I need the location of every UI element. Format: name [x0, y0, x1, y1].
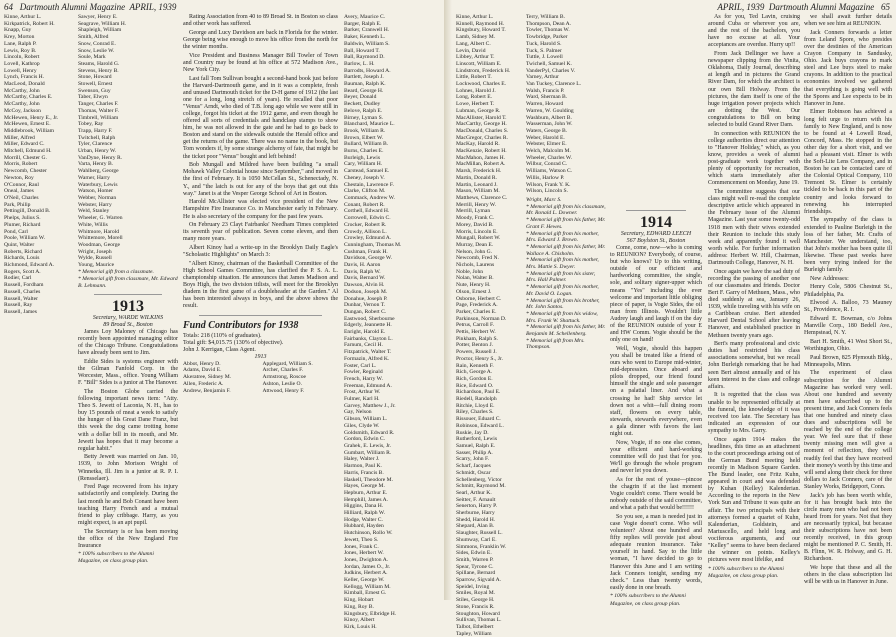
paragraph: Eddie Sides is systems engineer with the Gilman Fanfold Corp. in the Worcester, Mass., office. Young William F. "Bill" Sides is a junior at The Hanover.	[78, 358, 178, 387]
fund-totals: Totals: 218 (110% of graduates).	[183, 332, 262, 339]
paragraph: James Loy Maloney of Chicago has recently been appointed managing editor of the Chicago Tribune. Congratulations have already been sent to Jim.	[78, 329, 178, 357]
paragraph: The Boston Globe carried the following important news item: "Atty. Theo S. Jewett of Laconia, N. H., has to buy 15 pounds of meat a week to satisfy the hunger of his Great Dane Franz, but this week the dog came trotting home with a dollar bill in its mouth, and Mr. Jewett has hopes that it may become a regular habit."	[78, 388, 178, 452]
paragraph: Bob Mungall and Mildred have been building "a small Mohawk Valley Colonial house since September," and moved in the first of February. It is 1050 McCellan St., Schenectady, N. Y., and "the latch is out for any of the boys that get out this way." Janet is at the Vesper George School of Art in Boston.	[183, 162, 338, 197]
paragraph: New Addresses:	[810, 275, 849, 282]
address-entry: Henry Cole, 5806 Chestnut St., Philadelphia, Pa.	[804, 284, 892, 298]
paragraph: Jack's job has been worth while, for it has brought back into the circle many men who had not been heard from for years. Not that they are necessarily typical, but because their subscriptions have not been recently received, in this group might be mentioned P. C. Smith, H. B. Flinn, W. R. Holway, and G. H. Richardson.	[804, 492, 892, 563]
paragraph: We hope that these and all the others in the class subscription list will be with us in Hanover in June.	[804, 565, 892, 586]
class-1913-heading: 1913	[112, 298, 144, 315]
paragraph: As for the rest of youse—pincoe the chagrin if at the last moment Vogie couldn't come. There would be nobody outside of the said committee, and what a path that would be!!!!!!	[610, 476, 702, 512]
left-col-1913	[78, 14, 178, 598]
memorial-note-2: * Memorial gift from classmate, Mr. Edward B. Lehmann.	[78, 275, 178, 289]
subscriber-footnote: * 100% subscribers to the Alumni Magazine, on class group plan.	[708, 565, 784, 579]
class-1914-body	[610, 245, 702, 592]
fund-gift: Total gift: $4,015.75 (130% of objective).	[183, 339, 284, 346]
left-col-names	[4, 14, 74, 598]
paragraph: It is regretted that the class was unable to be represented officially at the funeral, the knowledge of it was received too late. The Secretary has indicated an expression of our sympathy to Mrs. Garry.	[708, 392, 800, 434]
right-head-title: Dartmouth Alumni Magazine	[768, 2, 875, 12]
divider	[199, 315, 322, 316]
subscriber-footnote: * 100% subscribers to the Alumni Magazine, on class group plan.	[78, 551, 154, 565]
paragraph: The Secretary is or has been moving the office of the New England Fire Insurance	[78, 528, 178, 549]
paragraph: Once again we have the sad duty of recording the passing of another one of our classmates and friends. Doctor Bert F. Garry of Methuen, Mass., who died suddenly at sea, January 26, 1939, while traveling with his wife on a Caribbean cruise. Bert attended Harvard Dental School after leaving Hanover, and established practice in Methuen twenty years ago.	[708, 268, 800, 339]
right-col-body-2	[804, 14, 892, 598]
left-names-list-1: Kinne, Arthur L. Kirkpatrick, Robert H. Knapp, Guy Krey, Morton Lane, Ralph P. Lewis, Roy B. Lincoln, Robert Lovell, Kathrop Lowell, Henry Lynch, Francis H. MacLeod, Donald McCarthy, John McCarthy, Charles E. McCarthy, John McCoy, Jackson McHewen, Henry E., Jr. McHewen, Ernest E. Middlebrook, William Miller, Alfred Miller, Edward C. Mitchell, Edmund H. Morrill, Chester G. Morris, Robert Newcomb, Chester Newton, Roy O'Connor, Raul Oneal, James O'Neil, Charles Park, Philip Pettingill, Donald B. Phelps, Julius S. Plumer, Richard Pond, Carl Poole, William W. Quint, Walter Roberts, Richard Richards, Louis Richmond, Edward A. Rogers, Scott A. Rodier, Carl Russell, Fordham Russell, Charles Russell, Walter Russell, Ray Russell, James	[4, 14, 59, 315]
paragraph: Albert Kinoy had a write-up in the Brooklyn Daily Eagle's "Scholastic Highlights" on March 3:	[183, 245, 338, 259]
paragraph: Last fall Tom Sullivan bought a second-hand book just before the Harvard-Dartmouth game, and in it was a complete, fresh and unused Dartmouth ticket for the D-H game of 1912 (the last one for a long, long stretch of years). He recalled that poor "Venus" Arndt, who died of T.B. long ago while we were still in college, forgot his ticket at the 1912 game, and even though he offered all sorts of credentials and handclasp stamps to show him, he was not allowed in the gate and he had to go back to Boston and stand on the sidewalk outside the Herald office and get the returns of the game. There was no name in the book, but Tom wonders if, by some strange alchemy of fate, that might be the ticket poor "Venus" bought and left behind!	[183, 75, 338, 160]
paragraph: Fred Page recovered from his injury satisfactorily and completely. During the last month he and Bob Conant have been teaching Harry French and a mutual friend to play cribbage. Harry, as you might expect, is an apt pupil.	[78, 484, 178, 526]
paragraph: The committee suggests that our class might well re-read the complete descriptive article which appeared in the February issue of the Alumni Magazine. Last year some twenty-odd 1918 men with their wives extended their Reunion to include this study week and apparently found it well worth while. For further information address: Herbert W. Hill, Chairman, Dartmouth College, Hanover, N. H.	[708, 189, 800, 266]
right-col-1914	[610, 14, 702, 607]
paragraph: The experiment of class subscription for the Alumni Magazine has worked very well. About one hundred and seventy men have subscribed up to the present time, and Jack Conners feels that one hundred and ninety class dues and subscriptions will be reached by the end of the college year. We feel sure that if these twenty missing men will give a moment of reflection, they will readily feel that they have received their money's worth by this time and will send along their check for three dollars to Jack Conners, care of the Stanley Works, Bridgeport, Conn.	[804, 370, 892, 490]
left-page	[0, 0, 445, 630]
right-col-body-1	[708, 14, 800, 598]
page-gutter	[444, 0, 452, 600]
paragraph: From Jack Dellinger we have a newspaper clipping from the Vinita, Oklahoma, Daily Journal, describing at length and in pictures the Grand River Dam, for which the architect is our own Bill Holway. From the pictures, the dam itself is one of the huge irrigation power projects which are dotting the West. Our congratulations to Bill on being selected to build Grand River Dam.	[708, 51, 800, 128]
paragraph: The sympathy of the class is extended to Pauline Burleigh in the loss of her father, Mr. Crafts of Manchester. We understand, too, that John's mother has been quite ill likewise. These past weeks have been very trying indeed for the Burleigh family.	[804, 217, 892, 274]
left-head-month: APRIL, 1939	[129, 2, 177, 12]
address-entry: Elwood A. Balloo, 73 Mauney St., Providence, R. I.	[804, 300, 892, 314]
paragraph: Betty Jewett was married on Jan. 10, 1939, to John Morison Wright of Winnetka, Ill. Jim is a junior at R. P. I. (Rensselaer).	[78, 454, 178, 482]
right-col-names-2	[526, 14, 606, 598]
left-names-list-2: Sawyer, Henry E. Seagrave, William H. Shapleigh, William Smith, Alfred Snow, Conrad E. Snow, Leslie W. Soule, Mark Steams, Harold G. Stevens, Henry B. Stone, Howard Stowell, Ernest Swenson, Guy Taber, Elwyn Tanger, Charles F. Thomas, Walter F. Timbrell, William Tobey, Ray Trapp, Harry F. Twitchell, Ralph Tyler, Clarence Urban, Henry W. VanDyne, Henry R. Varta, Henry B. Wahlberg, George Warner, Harry Waterbury, Lewis Watson, Homer Webber, Norman Webster, Harry Weld, Stanley Wheeler, G. Warren White, Willis Whitmore, Harold Whittemore, Morell Woodman, George Wright, Joseph Wylde, Russell Young, Maurice	[78, 14, 127, 269]
right-names-list-1: Kinne, Arthur L. Kinnell, Raymond H. Kingsbury, Howard T. Lamb, Sidney M. Lang, Albert C. Levin, David Libbey, Arthur T. Linscott, William E. Lindstrom, Frederick H. Little, Robert T. Lockwood, Charles E. Lohnes, Harold J. Long, Robert E. Lowe, Herbert T. Lubman, George R. MacAllister, Harold T. MacCarthy, George H. MacDonald, Charles S. MacGregor, Charles R. MacKay, Harold R. MacKenzie, Robert H. MacMahon, James H. MacMillan, Robert A. Marsh, Frederick H. Martin, Donald R. Martin, Leonard J. Mason, William M. Matthews, Clarence C. Merrill, Henry W. Merrill, Lyman Moody, Frank C. Morey, David B. Morris, Lincoln E. Mungall, Robert W. Murray, Dean E. Nelson, John G. Newcomb, Fred N. Nichols, Laurens Noble, John Nolan, Walter B. Nute, Henry H. Olson, Ernest J. Osborne, Herbert C. Page, Frederick A. Parker, Charles E. Parkinson, Norman D. Petrus, Carroll F. Pettis, Herbert W. Pinkham, Ralph S. Potter, Benton J. Powers, Russell J. Proctor, Henry S., Jr. Rain, Kenneth F. Rich, George A. Rich, Gordon E. Rice, Edward O. Richardson, Paul E. Riedell, Randolph Ritchie, Lloyd E. Riley, Charles S. Rissouer, Eduard C. Robinson, Edward L. Ruskie, Jay D. Rutherford, Lewis Samuel, Ralph E. Sasser, Philip A. Scarry, John F. Scharf, Jacques Schmidt, Oscar Schellenberg, Victor Schmitt, Raymond M. Searl, Arthur K. Seitter, F. Arnault Senerton, Harry P. Sherburne, Harry Shedd, Harold H. Shepard, Alan B. Slaughter, Russell L. Shumway, Carl E. Simmons, Franklin W. Sides, Edwin E. Smith, Warren P. Spear, Tyrone C. Spillane, Bernard Sparrow, Sigvald A. Speidel, Irving Smiles, Royal M. Stiles, George H. Stone, Francis R. Stoughton, Howard Sullivan, Thomas L. Talbot, Ethelbert Tapley, William	[456, 14, 511, 637]
paragraph: Come, come, now—who is coming to REUNION? Everybody, of course, but who knows? Up to this writing, outside of our efficient and hardworking committee, the single, sole, and solitary signer-upper which means "Yes" including the ever welcome and important little obliging piece of paper, is Vogie Sides, the oil man from Illinois. Wouldn't little Audrey laugh and laugh if on the day of the REUNION outside of your E and HW Comm. Vogie should be the only one on hand!	[610, 245, 702, 344]
paragraph: Bert's many professional and civic duties had restricted his class associations somewhat, but we recall John Burleigh remarking that he had seen Bert almost annually and of his keen interest in the class and college affairs.	[708, 341, 800, 390]
left-head-title: Dartmouth Alumni Magazine	[19, 2, 126, 12]
class-1913-secretary: Secretary, WARDE WILKINS	[92, 315, 164, 321]
fund-names-b: Applegard, William S. Archer, Charles F. Armstrong, Roscoe Ashton, Leslie O. Attwood, Henry F.	[262, 360, 313, 394]
fund-class-year: 1913	[254, 353, 267, 360]
fund-names-list: Avery, Maurice C. Barger, Ralph E. Barker, Cranwell H. Baker, Kenneth L. Baldwin, William S. Ball, Howard T. Ball, Raymond D. Barlow, L. H. Barrodts, Howard A. Bartlett, Joseph J. Bauman, Ralph K. Beard, George H. Beyer, Donald Beckett, Dudley Belove, Ralph E. Birney, Lyman S. Blanchard, Maurice L. Brook, William R. Brown, Elbert W. Bullard, William B. Burns, Charles E. Burleigh, Lewis Cary, William H. Carstead, Samuel E. Cheney, Joseph V. Chestain, Lawrence F. Clarke, Clifton M. Commack, Andrew W. Conant, Robert R. Corthell, Edward H. Corrowell, Edwin C. Crocker, Robert R. Crowdy, Allison L. Crowley, Edmund A. Cunningham, Thomas M. Cushman, Frank H. Davidson, George W. Davis, H. Aaron Davis, Ralph W. Davis, Bernard W. Dawson, Alvin H. Dodson, Joseph M. Donahue, Joseph P. Dunbar, Vernon T. Dungan, Robert C. Eastwood, Sherbourne Edgerly, Jeannette H. Enright, Harold E. Fairbanks, Clayton L. Farnum, Cecil H. Fitzpatrick, Walter T. Formazin, Alfred K. Foster, Carl L. Fowler, Reginald French, Harry W. Freeman, Edmund A. Frost, Arthur W. Fulmer, Karl H. Garvey, Matthew J., Jr. Gay, Nelson Gibson, William L. Giles, Clyde W. Goldsmith, Edward R. Gordon, Edwin C. Grahek, E. Lewis, Jr. Gumbart, William R. Haley, Walter J. Harmon, Paul K. Harris, Francis B. Haskell, Theodore M. Hayes, George M. Hepburn, Arthur E. Hemphill, James A. Higgins, Dana H. Hilliard, Ralph W. Hodge, Walter C. Hubbard, Hayden Hutchinson, Rollo W. Jewett, Theo S. Jones, Frank C. Jones, Herbert W. Jones, Dwighton A. Jordan, James O., Jr. Judkins, Herbert A. Keller, George W. Kellogg, William M. Kimball, Ernest G. King, Hobart King, Roy B. Kingsbury, Elbridge H. Kinoy, Albert Kirk, Louis H.	[344, 14, 402, 630]
paragraph: Elmer Robinson has achieved a long felt urge to return with his family to New England, and is now to be found at 4 Lowell Road, Concord, Mass. He stopped in the other day for a short visit, and we had a pleasant visit. Elmer is with the Soft-Lite Lens Company, and in Boston he can be contacted care of the Colonial Optical Company, 110 Tremont St. Elmer is certainly tickled to be back in this part of the country and looks forward to renewing his interrupted friendships.	[804, 109, 892, 215]
left-col-body	[183, 14, 338, 598]
paragraph: On February 23 Clayt Fairbanks' Needham Times completed its seventh year of publication. Seven come eleven, and then many more years.	[183, 222, 338, 243]
class-1914-heading: 1914	[640, 214, 672, 231]
paragraph: In connection with REUNION the college authorities direct our attention to "Hanover Holiday," which, as you know, provides a week of alumni post-graduate work together with plenty of opportunity for recreation, which starts immediately after Commencement on Monday, June 19.	[708, 130, 800, 187]
memorial-notes: Wright, Marc S. * Memorial gift from his classmate, Mr. Ronald L. Downer. * Memorial gift from his father, Mr. Grant F. Hewes. * Memorial gift from his mother, Mrs. Edward J. Brown. * Memorial gift from his father, Mr. Wallace A. Chisholm. * Memorial gift from his mother, Mrs. Mattie S. Dwyer. * Memorial gift from his sister, Mrs. Hall Palmer. * Memorial gift from his mother, Mr. David O. Logan. * Memorial gift from his brother, Mr. John Santos. * Memorial gift from his widow, Mrs. Frank W. Shattuck. * Memorial gift from his father, Mr. Benjamin M. Schellenberg. * Memorial gift from Mrs. Thompson.	[526, 196, 606, 351]
paragraph: Rating Association from 40 to 89 Broad St. in Boston so class and other work has suffered.	[183, 14, 338, 28]
paragraph: Vice President and Business Manager Bill Towler of Town and Country may be found at his office at 572 Madison Ave., New York City.	[183, 52, 338, 73]
class-1914-address: 567 Boylston St., Boston	[626, 238, 686, 244]
fund-names-a: Abbot, Henry D. Adams, David E. Akeratree, Sidney M. Allen, Frederic A. Andrew, Benjamin F.	[183, 360, 232, 394]
paragraph: Once again 1914 makes the headlines, this time as an attachment to the court proceedings arising out of the German Bund meeting held recently in Madison Square Garden. The Bund leader, one Fritz Kuhn, appeared in court and was defended by Kuhan (Kelley) Kalenderian. According to the reports in the New York Sun and Tribune it was quite an affair. The two principals with their attorneys formed a quartet of Kuhn, Kalenderian, Goldstein, and Martuscello, and held long and vociferous arguments, and our "Kelley" seems to have been declared the winner on points. Kelley's pictures were most lifelike, and	[708, 436, 800, 564]
paragraph: "Albert Kinoy, chairman of the Basketball Committee of the High School Games Committee, has clarified the P. S. A. L. championship situation. He announces that James Madison and Boys High, the two division titlists, will meet for the Brooklyn diadem in the first game of a doubleheader at the Garden." Al has been interested always in boys, and the above shows the result.	[183, 260, 338, 310]
paragraph: George and Lucy Davidson are back in Florida for the winter. George being wise enough to move his office from the north for the winter months.	[183, 29, 338, 50]
class-1913-body	[78, 329, 178, 550]
address-entry: Bart H. Smith, 41 West Short St., Worthington, Ohio.	[804, 338, 892, 352]
paragraph: Harold McAllister was elected vice president of the New Hampshire Fire Insurance Co. in Manchester early in February. He is also secretary of the company for the past few years.	[183, 199, 338, 220]
right-head-month: APRIL, 1939	[717, 2, 765, 12]
fund-agent: John J. Kerrigan, Class Agent.	[183, 346, 256, 353]
subscriber-footnote: * 100% subscribers to the Alumni Magazine, on class group plan.	[610, 593, 686, 607]
right-col-names-1	[456, 14, 522, 637]
paragraph: Now, Vogie, if no one else comes, your efficient and hard-working committee will do just that for you. We'll go through the whole program and never let you down.	[610, 439, 702, 475]
fund-names	[183, 361, 338, 395]
divider	[626, 210, 686, 211]
paragraph: Jack Conners forwards a letter from Leland Spore, who presides over the destinies of the American Crayon Company in Sandusky, Ohio. Jack buys crayons to mark steel and Lee buys steel to make crayons. In addition to the practical economies involved we gathered that everything is going well with the Spores and Lee expects to be in Hanover in June.	[804, 29, 892, 107]
paragraph: So you see, a man is needed just in case Vogie doesn't come. Who will volunteer? About one hundred and fifty replies will provide just about adequate reunion insurance. Take yourself in hand. Say to the little woman, "I have decided to go to Hanover this June and I am writing Jack Conners tonight, sending my check." Less than twenty words, easily done in one breath.	[610, 513, 702, 591]
right-page-number: 65	[881, 2, 890, 12]
paragraph: we shall await further details when we see him at REUNION.	[804, 14, 892, 28]
paragraph: As for you, Ted Lavin, cruising around Cuba or wherever you are, and the rest of the bachelors, you have no excuse at all. Your acceptances are overdue. Hurry up!!	[708, 14, 800, 49]
memorial-note: * Memorial gift from a classmate.	[78, 268, 154, 275]
right-running-head	[717, 2, 890, 12]
class-1913-address: 89 Broad St., Boston	[103, 322, 153, 328]
left-col-fund-names	[344, 14, 440, 630]
address-entry: Edward E. Bowman, c/o Johns Manville Corp., 180 Bedell Ave., Hempstead, N. Y.	[804, 316, 892, 337]
right-names-list-2: Terry, William B. Thompson, Dean A. Towler, Thomas W. Towbridge, Parker Tuck, Harold S. Tuck, S. Palmer Tuttle, J. Lowell Twichell, Samuel K. VanderPyl, Charles V. Varney, Arthur Van Tuckey, Clarence L. Walsh, Francis P. Ward, Sherman B. Warren, Howard Warren, W. Goulding Washburn, Albert B. Wasserman, John W. Waters, George B. Weber, Harold E. Webster, Elmer E. Welch, Malcolm M. Wheeler, Charles W. Wilbur, Conrad C. Williams, Watson C. Willis, Harlow P. Wilson, Frank Y. K. Wilson, Lincoln S.	[526, 14, 582, 195]
class-1914-secretary: Secretary, EDWARD LEECH	[620, 231, 692, 237]
paragraph: Well, Vogie, should this happen you shall be treated like a friend of ours who went to Europe mid-winter, mid-depression. Once aboard and pilots dropped, our friend found himself the single and sole passenger on a palatial liner. And what a crossing he had! Ship service let down not a whit—full dining room staff, flowers on every table, stewards, stewards everywhere, even a gala dinner with favors the last night out.	[610, 345, 702, 438]
left-running-head	[4, 2, 176, 12]
left-page-number: 64	[4, 2, 13, 12]
right-page	[452, 0, 896, 637]
divider	[94, 294, 162, 295]
fund-contributors-heading: Fund Contributors for 1938	[183, 319, 299, 331]
address-entry: Paul Brown, 825 Plymouth Bldg., Minneapolis, Minn.	[804, 354, 892, 368]
